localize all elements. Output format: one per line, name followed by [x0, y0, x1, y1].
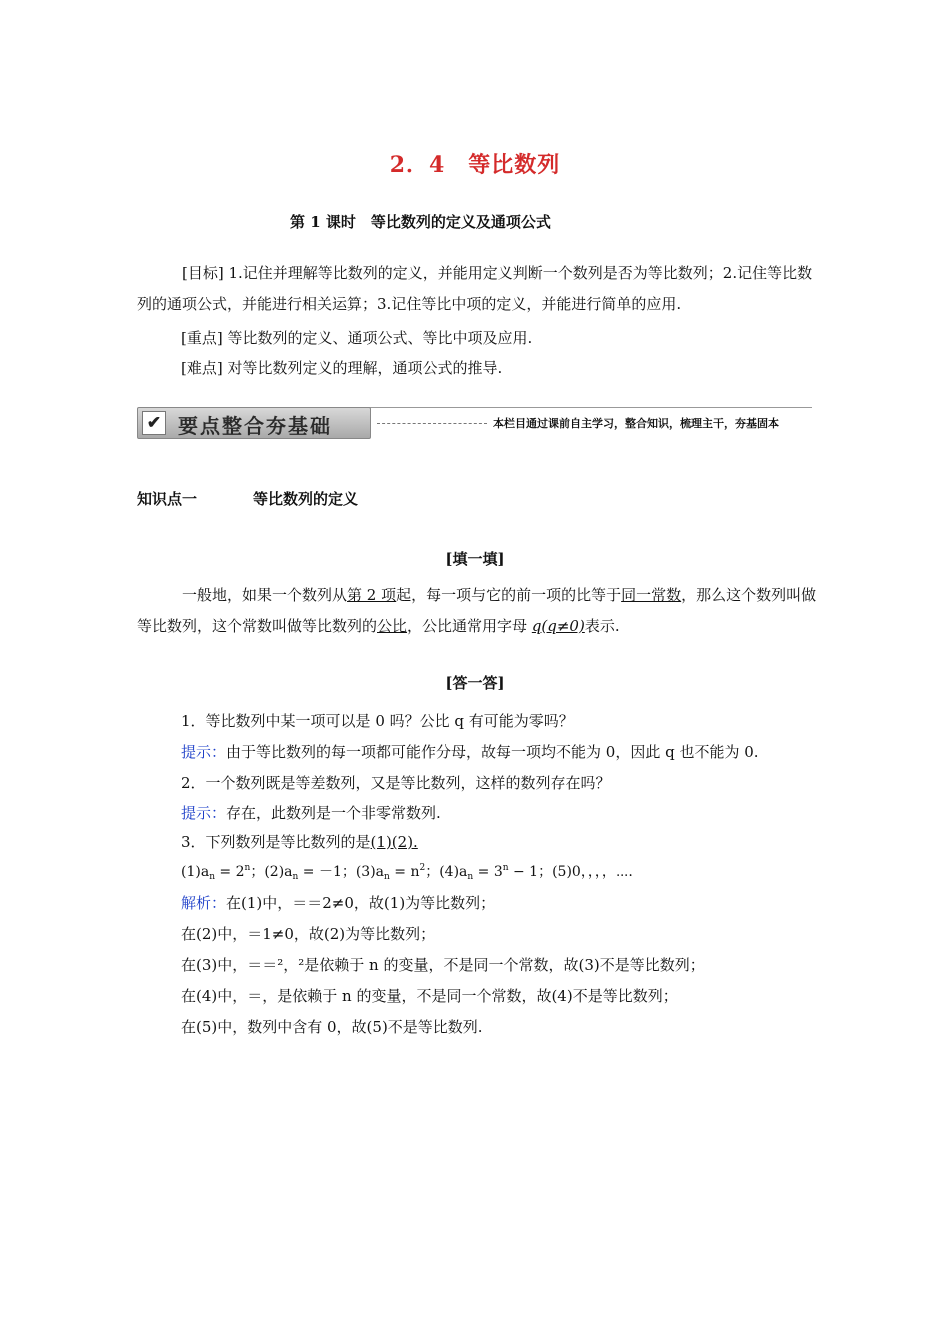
seq-1-term: (1)a	[181, 864, 210, 880]
definition-paragraph	[137, 580, 817, 642]
seq-3-term: = －1；(3)a	[298, 864, 385, 880]
seq-4-sub: n	[467, 872, 474, 882]
key-points-line	[181, 327, 532, 348]
knowledge-point-heading	[137, 488, 358, 509]
seq-4-term: ；(4)a	[425, 864, 468, 880]
question-3-text: 3．下列数列是等比数列的是	[181, 833, 371, 851]
question-1: 1．等比数列中某一项可以是 0 吗？公比 q 有可能为零吗？	[181, 712, 574, 730]
difficulties-label: [难点]	[181, 359, 223, 377]
definition-blank-1: 第 2 项	[347, 586, 397, 604]
definition-blank-4: q(q≠0)	[531, 617, 585, 635]
difficulties-text: 对等比数列定义的理解，通项公式的推导.	[222, 359, 503, 377]
seq-4-sup: n	[502, 863, 509, 873]
seq-2-term: ；(2)a	[250, 864, 293, 880]
definition-text-5: 表示.	[584, 617, 620, 635]
hint-2-text: 存在，此数列是一个非零常数列.	[226, 804, 441, 822]
banner-box	[137, 407, 371, 439]
analysis-4: 在(4)中，＝，是依赖于 n 的变量，不是同一个常数，故(4)不是等比数列；	[181, 987, 678, 1005]
knowledge-point-title: 等比数列的定义	[253, 490, 359, 508]
key-points-label: [重点]	[181, 329, 223, 347]
difficulties-line	[181, 357, 502, 378]
banner-top-rule	[369, 407, 812, 408]
page-title: 2．4 等比数列	[389, 152, 561, 178]
hint-2-label: 提示：	[181, 804, 227, 822]
definition-blank-2: 同一常数	[621, 586, 682, 604]
banner-title: 要点整合夯基础	[178, 414, 332, 438]
definition-text-1: 一般地，如果一个数列从	[182, 586, 348, 604]
seq-4-value: = 3	[473, 864, 503, 880]
hint-1	[181, 741, 759, 762]
seq-3-value: = n	[389, 864, 420, 880]
analysis-1-text: 在(1)中，＝＝2≠0，故(1)为等比数列；	[226, 894, 496, 912]
analysis-2: 在(2)中，＝1≠0，故(2)为等比数列；	[181, 925, 436, 943]
hint-2	[181, 802, 441, 823]
seq-3-sup: 2	[419, 863, 426, 873]
goals-text: 1.记住并理解等比数列的定义，并能用定义判断一个数列是否为等比数列；2.记住等比数列的通项公式，并能进行相关运算；3.记住等比中项的定义，并能进行简单的应用.	[137, 264, 813, 313]
goals-paragraph	[137, 258, 817, 320]
hint-1-text: 由于等比数列的每一项都可能作分母，故每一项均不能为 0，因此 q 也不能为 0.	[226, 743, 759, 761]
key-points-text: 等比数列的定义、通项公式、等比中项及应用.	[222, 329, 533, 347]
fill-section-heading: [填一填]	[445, 550, 505, 568]
analysis-label: 解析：	[181, 894, 227, 912]
check-icon: ✔	[142, 411, 166, 435]
definition-text-4: ，公比通常用字母	[407, 617, 532, 635]
hint-1-label: 提示：	[181, 743, 227, 761]
definition-text-2: 起，每一项与它的前一项的比等于	[396, 586, 622, 604]
banner-dashed-rule	[377, 423, 487, 424]
seq-3-sub: n	[384, 872, 390, 882]
analysis-1	[181, 892, 495, 913]
definition-blank-3: 公比	[377, 617, 408, 635]
qa-section-heading: [答一答]	[445, 674, 505, 692]
knowledge-point-label: 知识点一	[137, 490, 198, 508]
analysis-3: 在(3)中，＝＝²，²是依赖于 n 的变量，不是同一个常数，故(3)不是等比数列；	[181, 956, 705, 974]
question-3-answer: (1)(2).	[370, 833, 418, 851]
goals-label: [目标]	[182, 264, 224, 282]
analysis-5: 在(5)中，数列中含有 0，故(5)不是等比数列.	[181, 1018, 483, 1036]
question-3	[181, 831, 418, 852]
lesson-subtitle: 第 1 课时 等比数列的定义及通项公式	[290, 213, 551, 231]
question-2: 2．一个数列既是等差数列，又是等比数列，这样的数列存在吗？	[181, 774, 611, 792]
seq-1-sub: n	[209, 872, 215, 882]
definition-text-3: ，那么这个数列叫做等比数列，这个常数叫做等比数列的	[137, 586, 817, 635]
section-banner	[137, 405, 812, 441]
seq-5-term: − 1；(5)0，，，，⋯.	[508, 864, 633, 880]
seq-1-sup: n	[244, 863, 251, 873]
banner-note: 本栏目通过课前自主学习，整合知识，梳理主干，夯基固本	[493, 417, 779, 430]
sequence-list	[181, 861, 633, 882]
seq-2-sub: n	[292, 872, 299, 882]
seq-1-value: = 2	[214, 864, 245, 880]
